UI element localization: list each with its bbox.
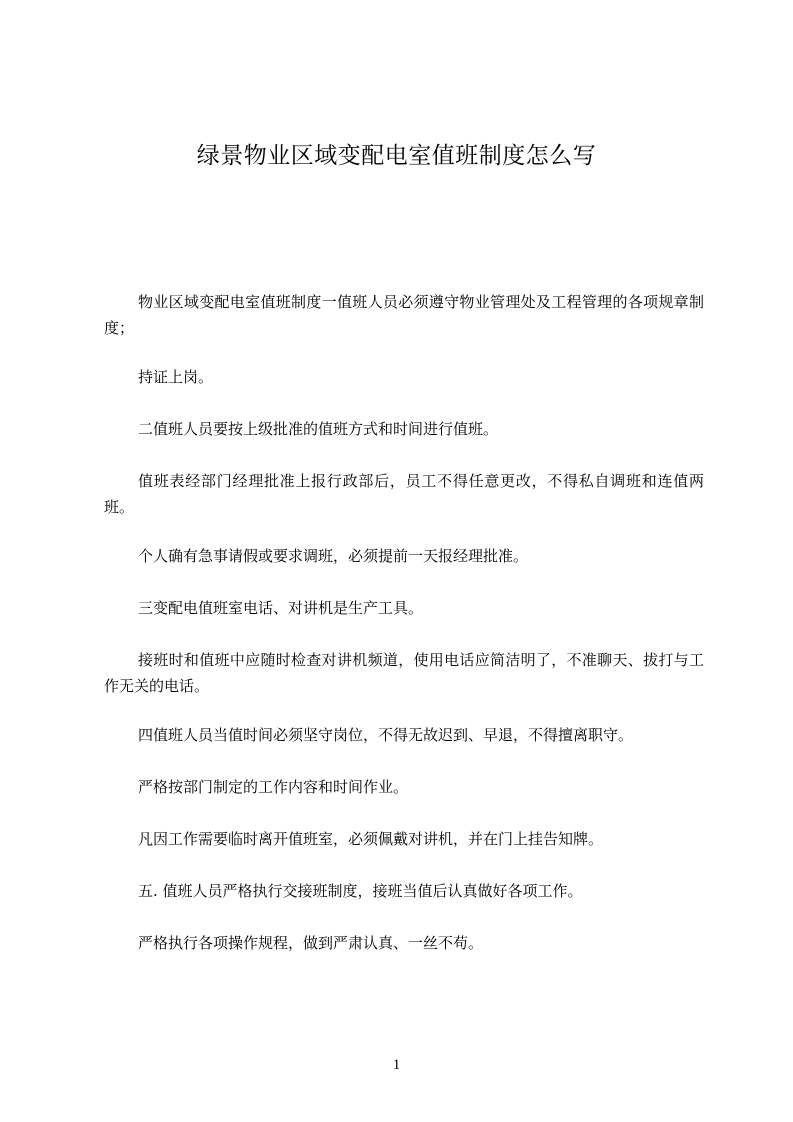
paragraph: 值班表经部门经理批准上报行政部后，员工不得任意更改，不得私自调班和连值两班。 [104,472,704,516]
page-number: 1 [392,1057,401,1073]
paragraph: 物业区域变配电室值班制度一值班人员必须遵守物业管理处及工程管理的各项规章制度； [104,293,704,337]
paragraph: 个人确有急事请假或要求调班，必须提前一天报经理批准。 [138,547,529,565]
paragraph: 二值班人员要按上级批准的值班方式和时间进行值班。 [138,420,499,438]
paragraph: 接班时和值班中应随时检查对讲机频道，使用电话应简洁明了，不准聊天、拔打与工作无关的电话。 [104,651,704,695]
paragraph: 四值班人员当值时间必须坚守岗位，不得无故迟到、早退，不得擅离职守。 [138,726,634,744]
paragraph: 严格执行各项操作规程，做到严肃认真、一丝不苟。 [138,934,484,952]
paragraph: 三变配电值班室电话、对讲机是生产工具。 [138,599,424,617]
document-body [104,289,704,982]
paragraph: 五. 值班人员严格执行交接班制度，接班当值后认真做好各项工作。 [138,882,583,900]
paragraph: 持证上岗。 [138,368,214,386]
document-title: 绿景物业区域变配电室值班制度怎么写 [196,143,597,169]
paragraph: 凡因工作需要临时离开值班室，必须佩戴对讲机，并在门上挂告知牌。 [138,830,604,848]
paragraph: 严格按部门制定的工作内容和时间作业。 [138,778,409,796]
